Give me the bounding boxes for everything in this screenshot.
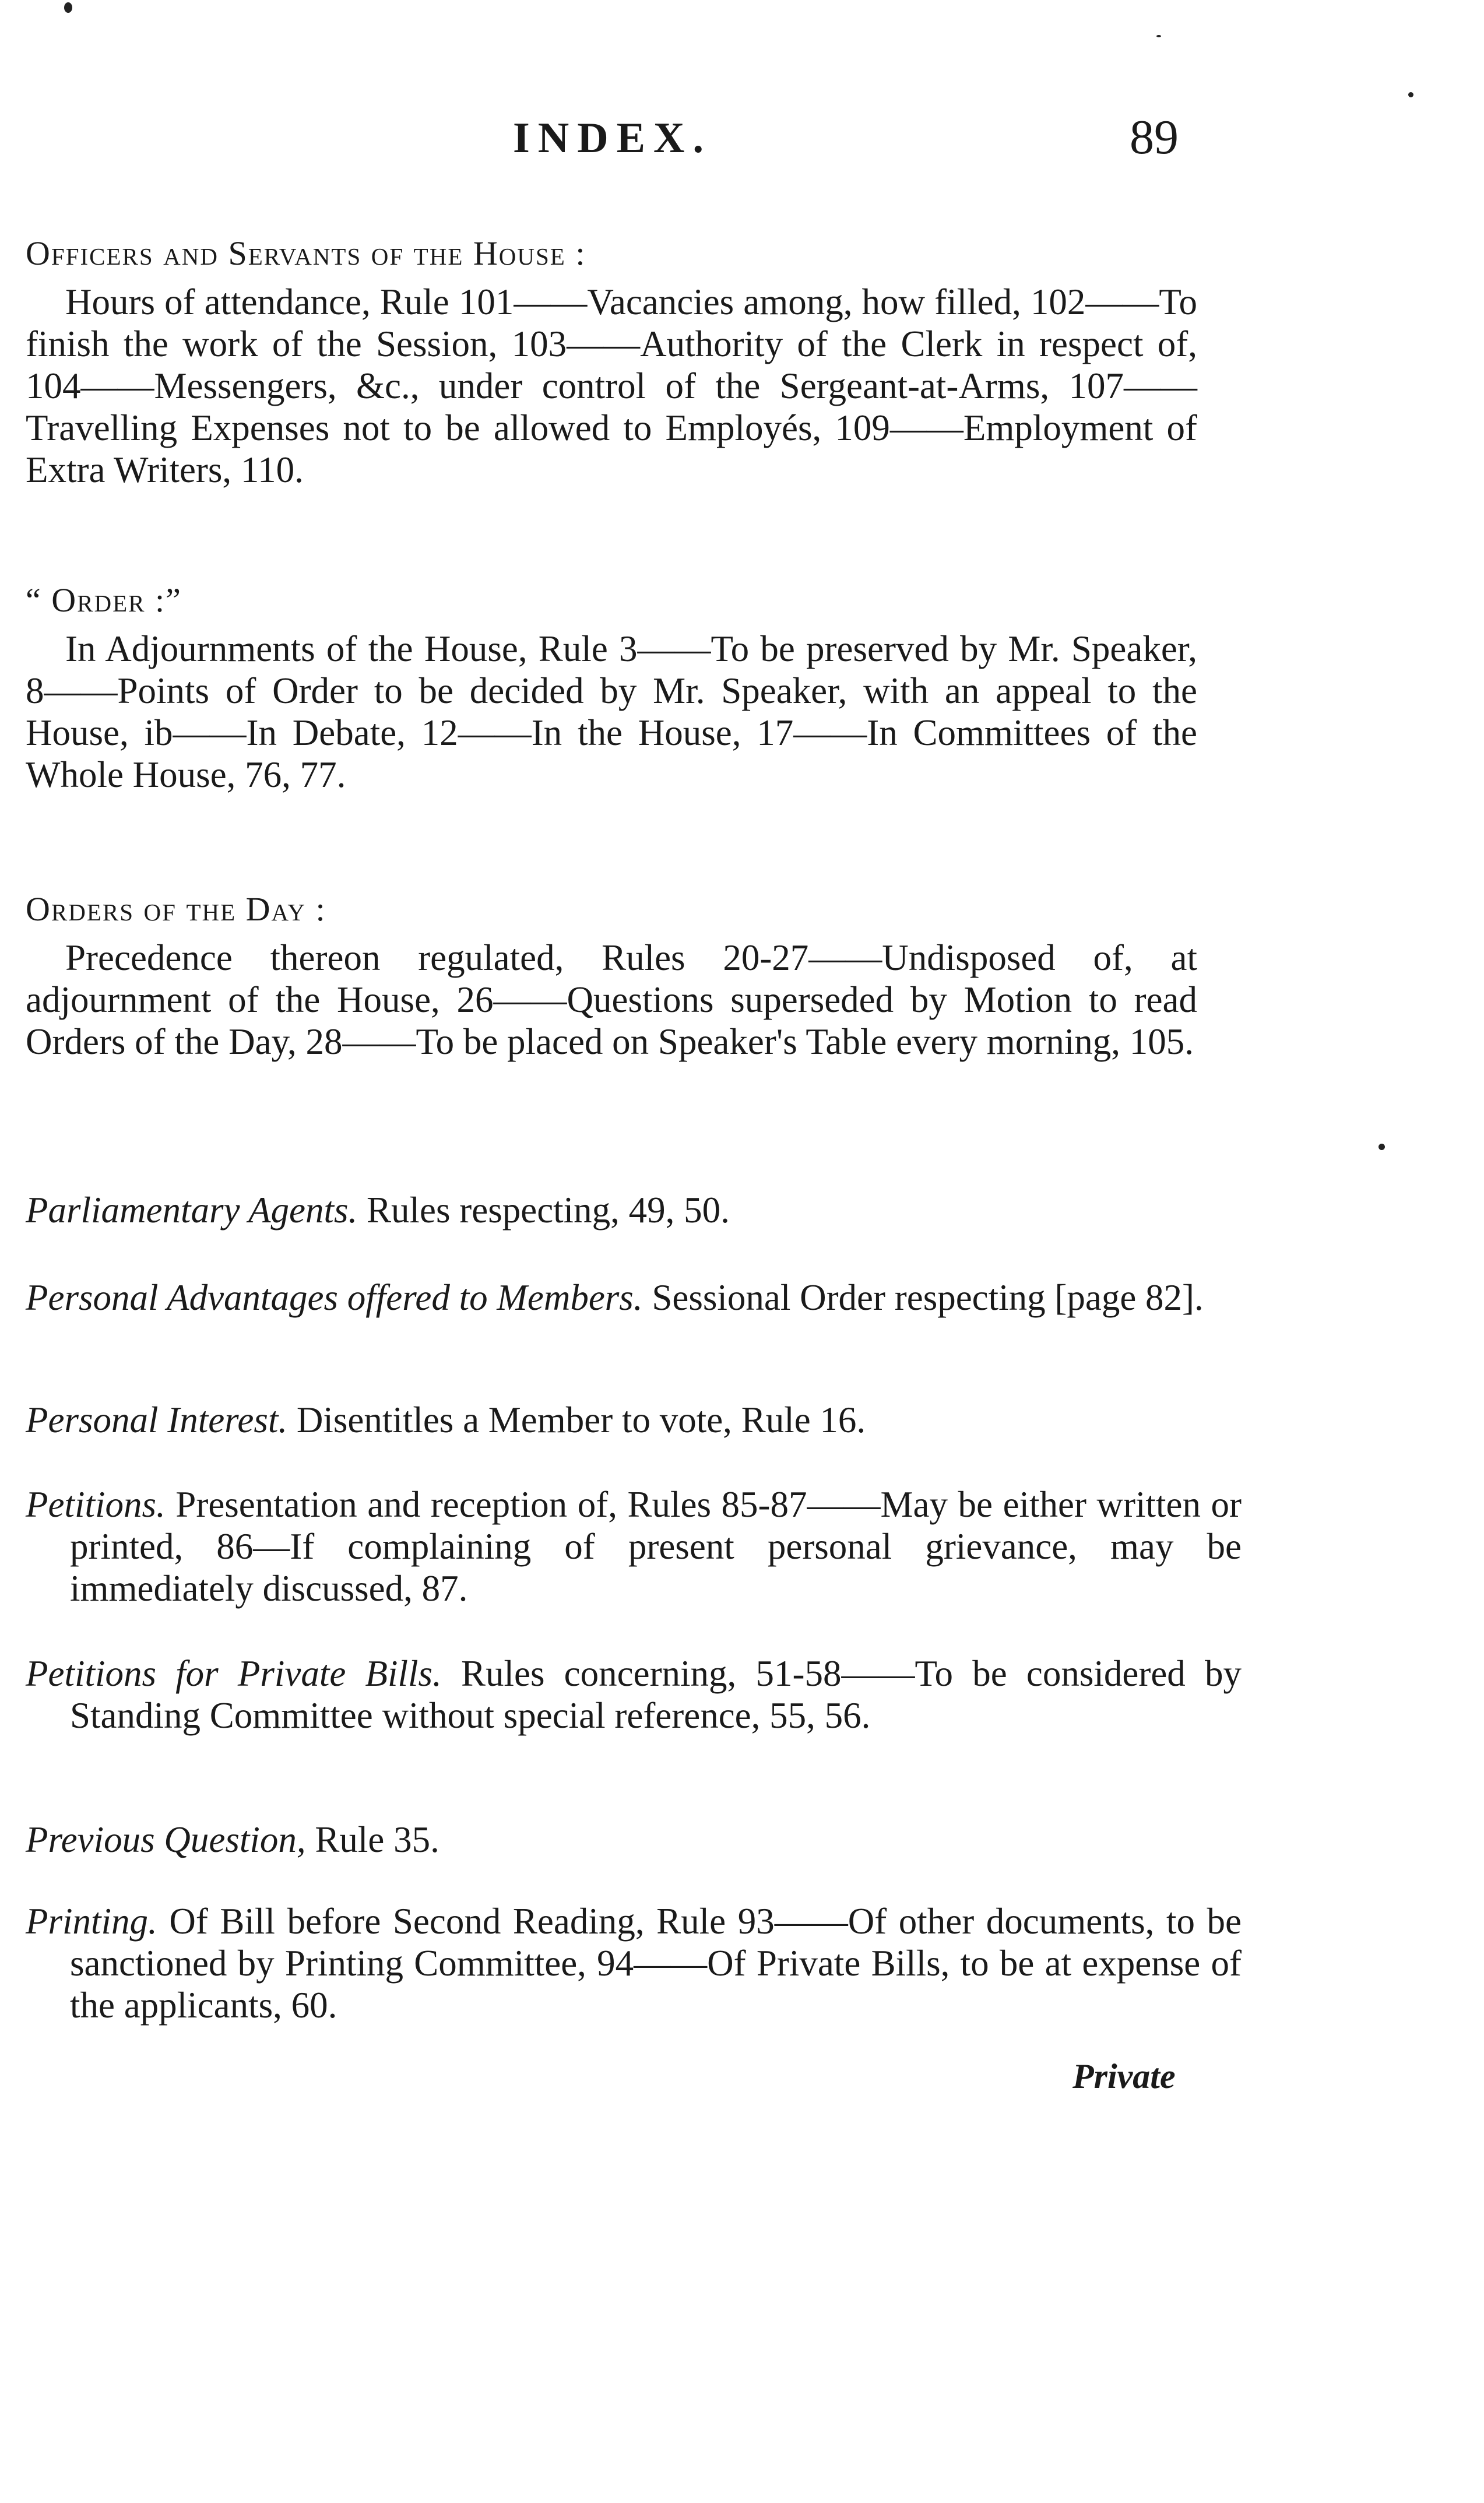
entry-text: Presentation and reception of, Rules 85-87——May be either written or printed, 86—If complaining of present personal grievance, may be immediately discussed, 87. bbox=[70, 1484, 1242, 1609]
page-header bbox=[0, 110, 1484, 172]
index-section-orders-of-the-day bbox=[26, 889, 1197, 1063]
entry-text: Disentitles a Member to vote, Rule 16. bbox=[296, 1400, 866, 1440]
entry-text: Rules concerning, 51-58——To be considered by Standing Committee without special reference, 55, 56. bbox=[70, 1653, 1242, 1736]
page-number: 89 bbox=[1130, 110, 1179, 164]
scan-speck bbox=[1156, 35, 1161, 37]
index-entry-personal-interest bbox=[26, 1399, 1242, 1441]
entry-text: Of Bill before Second Reading, Rule 93——Of other documents, to be sanctioned by Printing Committee, 94——Of Private Bills, to be at expense of the applicants, 60. bbox=[70, 1901, 1242, 2026]
entry-term: Petitions. bbox=[26, 1484, 166, 1525]
index-entry-previous-question bbox=[26, 1819, 1242, 1861]
entry-term: Printing. bbox=[26, 1901, 157, 1942]
entry-text: Rules respecting, 49, 50. bbox=[367, 1190, 730, 1231]
index-entry-petitions bbox=[26, 1483, 1242, 1609]
index-entry-printing bbox=[26, 1900, 1242, 2026]
section-heading: Orders of the Day : bbox=[26, 890, 326, 928]
page-title: INDEX. bbox=[513, 114, 712, 162]
index-entry-petitions-private-bills bbox=[26, 1653, 1242, 1736]
entry-text: Rule 35. bbox=[315, 1819, 439, 1860]
entry-term: Personal Advantages offered to Members. bbox=[26, 1277, 643, 1318]
index-entry-parliamentary-agents bbox=[26, 1189, 1242, 1231]
index-entry-personal-advantages bbox=[26, 1277, 1242, 1319]
section-text: Hours of attendance, Rule 101——Vacancies among, how filled, 102——To finish the work of the Session, 103——Authority of the Clerk in respect of, 104——Messengers, &c., under control of the Sergeant-at-Arms, 107——Travelling Expenses not to be allowed to Employés, 109——Employment of Extra Writers, 110. bbox=[26, 282, 1197, 490]
scan-speck bbox=[1408, 92, 1413, 97]
catchword: Private bbox=[1072, 2057, 1176, 2096]
index-section-officers bbox=[26, 233, 1197, 491]
index-section-order bbox=[26, 580, 1197, 796]
entry-term: Petitions for Private Bills. bbox=[26, 1653, 442, 1694]
section-heading: “ Order :” bbox=[26, 581, 182, 619]
section-text: In Adjournments of the House, Rule 3——To be preserved by Mr. Speaker, 8——Points of Order to be decided by Mr. Speaker, with an appeal to the House, ib——In Debate, 12——In the House, 17——In Committees of the Whole House, 76, 77. bbox=[26, 628, 1197, 795]
entry-text: Sessional Order respecting [page 82]. bbox=[652, 1277, 1204, 1318]
entry-term: Previous Question, bbox=[26, 1819, 306, 1860]
entry-term: Personal Interest. bbox=[26, 1400, 288, 1440]
scan-speck bbox=[1378, 1144, 1385, 1150]
section-text: Precedence thereon regulated, Rules 20-27——Undisposed of, at adjournment of the House, 26——Questions superseded by Motion to read Orders of the Day, 28——To be placed on Speaker's Table every morning, 105. bbox=[26, 937, 1197, 1062]
scan-speck bbox=[64, 2, 72, 13]
section-heading: Officers and Servants of the House : bbox=[26, 234, 586, 272]
entry-term: Parliamentary Agents. bbox=[26, 1190, 358, 1231]
